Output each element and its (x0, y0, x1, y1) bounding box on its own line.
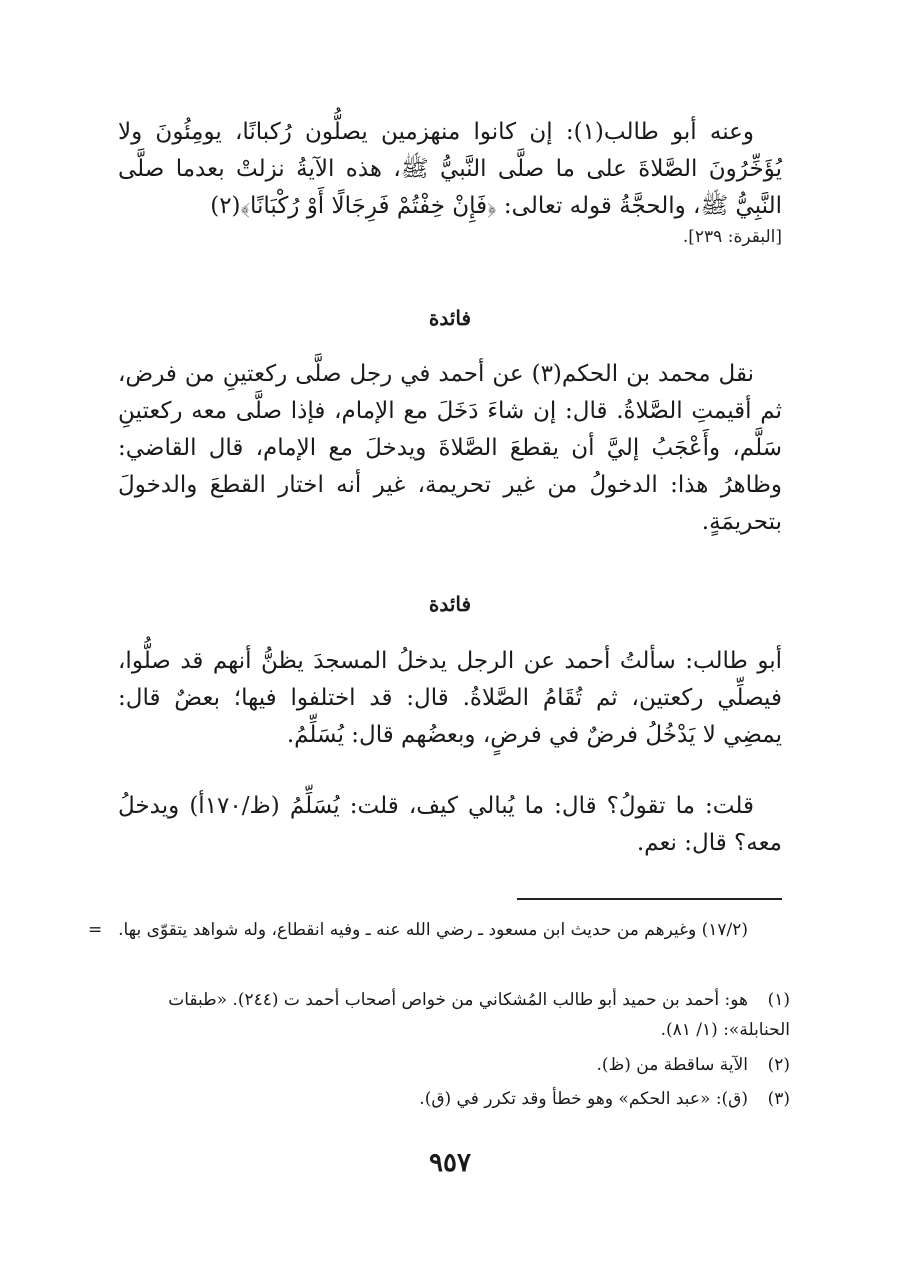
quran-reference: [البقرة: ٢٣٩]. (682, 227, 782, 247)
footnote-1-text: هو: أحمد بن حميد أبو طالب المُشكاني من خواص أصحاب أحمد ت (٢٤٤). «طبقات الحنابلة»: (١/ ٨١). (168, 990, 790, 1040)
paragraph-2-text: نقل محمد بن الحكم(٣) عن أحمد في رجل صلَّى ركعتينِ من فرض، ثم أقيمتِ الصَّلاةُ. قال: إن شاءَ دَخَلَ مع الإمام، فإذا صلَّى معه ركعتينِ سَلَّم، وأَعْجَبُ إليَّ أن يقطعَ الصَّلاةَ ويدخلَ مع الإمام، قال القاضي: وظاهرُ هذا: الدخولُ من غير تحريمة، غير أنه اختار القطعَ والدخولَ بتحريمَةٍ. (118, 361, 782, 535)
paragraph-4-text: قلت: ما تقولُ؟ قال: ما يُبالي كيف، قلت: يُسَلِّمُ (ظ/١٧٠أ) ويدخلُ معه؟ قال: نعم. (118, 793, 782, 856)
continuation-marker: = (88, 920, 103, 940)
footnote-continuation (88, 915, 790, 945)
section-heading-1: فائدة (428, 306, 472, 330)
paragraph-3-text: أبو طالب: سألتُ أحمد عن الرجل يدخلُ المسجدَ يظنُّ أنهم قد صلُّوا، فيصلِّي ركعتين، ثم تُقَامُ الصَّلاةُ. قال: قد اختلفوا فيها؛ بعضٌ قال: يمضِي لا يَدْخُلُ فرضٌ في فرضٍ، وبعضُهم قال: يُسَلِّمُ. (118, 648, 782, 748)
paragraph-2 (118, 356, 782, 541)
footnote-3 (110, 1084, 790, 1114)
footnote-3-number: (٣) (767, 1089, 790, 1109)
footnote-1-number: (١) (767, 990, 790, 1010)
footnote-2-number: (٢) (767, 1055, 790, 1075)
footnote-1 (110, 985, 790, 1045)
section-heading-2: فائدة (428, 592, 472, 616)
footnote-3-text: (ق): «عبد الحكم» وهو خطأ وقد تكرر في (ق). (419, 1089, 748, 1109)
paragraph-4 (118, 788, 782, 862)
paragraph-1 (118, 114, 782, 247)
paragraph-1-text: وعنه أبو طالب(١): إن كانوا منهزمين يصلُّون رُكبانًا، يومِئُونَ ولا يُؤَخِّرُونَ الصَّلاةَ على ما صلَّى النَّبيُّ ﷺ، هذه الآيةُ نزلتْ بعدما صلَّى النَّبِيُّ ﷺ، والحجَّةُ قوله تعالى: ﴿فَإِنْ خِفْتُمْ فَرِجَالًا أَوْ رُكْبَانًا﴾(٢) (118, 119, 782, 219)
footnote-separator (517, 898, 782, 900)
paragraph-3 (118, 643, 782, 754)
footnote-continuation-text: (١٧/٢) وغيرهم من حديث ابن مسعود ـ رضي الله عنه ـ وفيه انقطاع، وله شواهد يتقوّى بها. (118, 920, 748, 940)
footnote-2-text: الآية ساقطة من (ظ). (596, 1055, 748, 1075)
footnote-2 (110, 1050, 790, 1080)
page-number: ٩٥٧ (429, 1148, 471, 1178)
